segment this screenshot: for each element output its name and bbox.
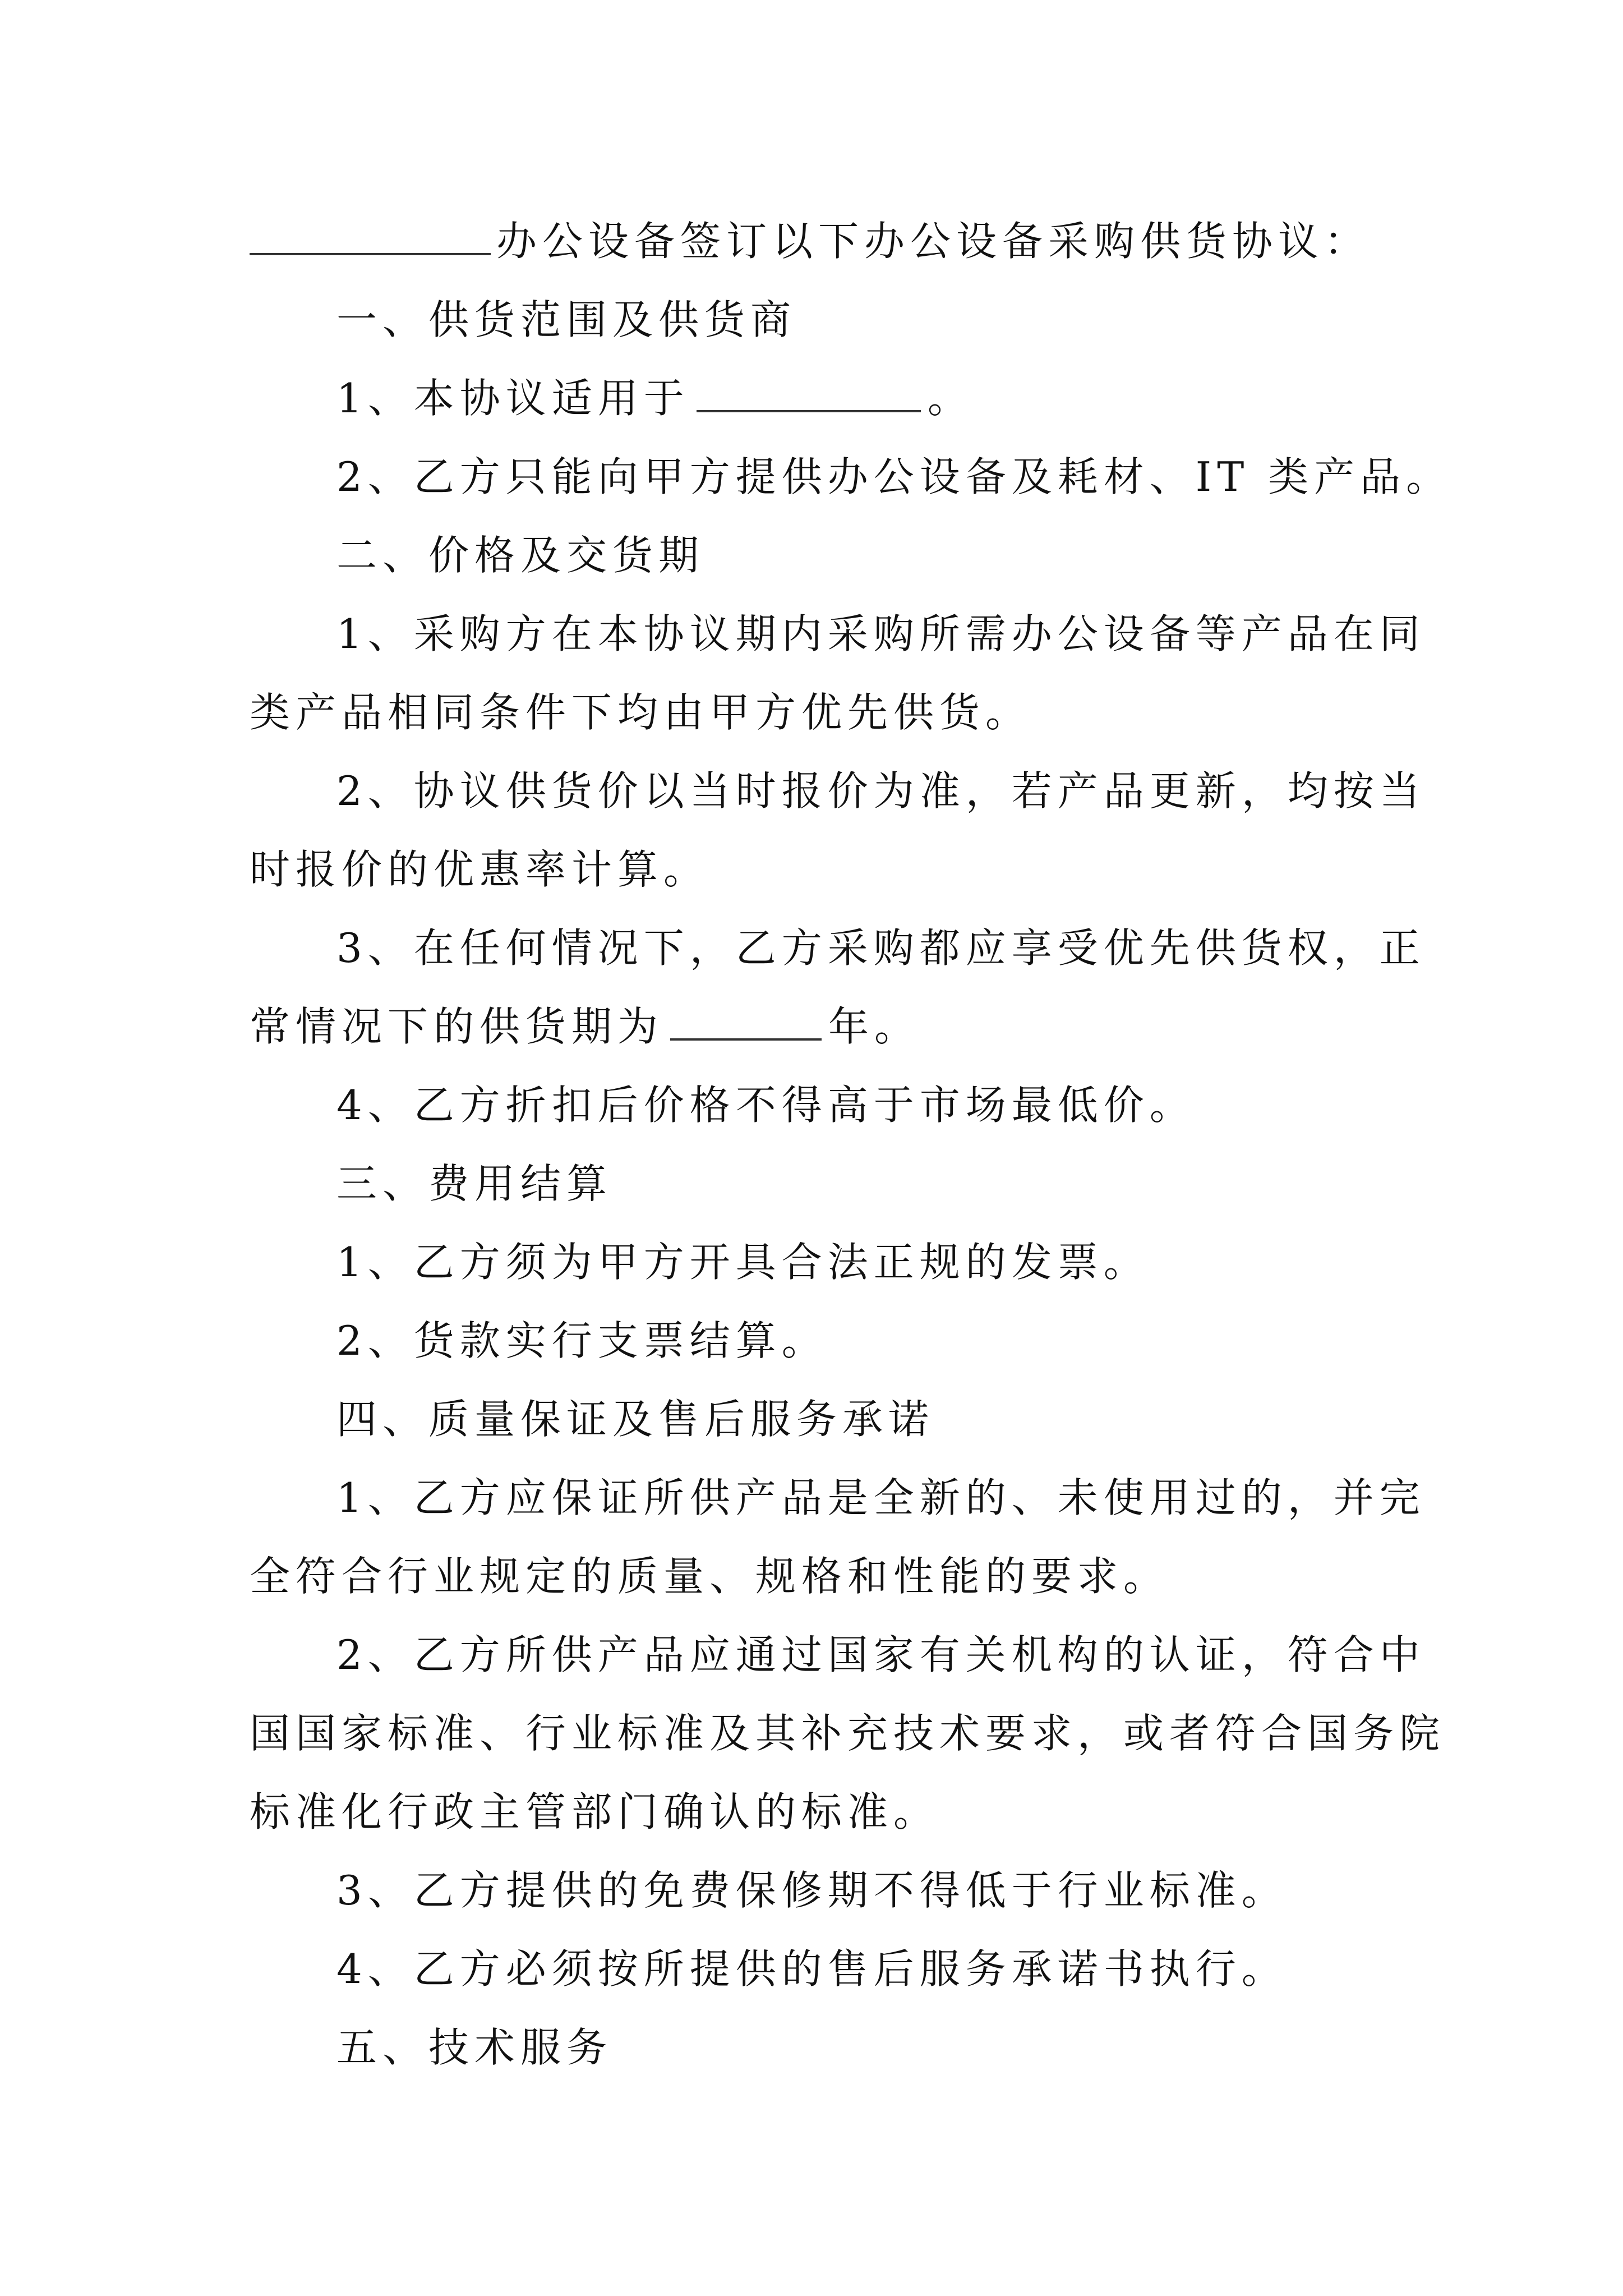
section-2-item-1-line-1: 1、采购方在本协议期内采购所需办公设备等产品在同	[336, 610, 1426, 657]
scope-blank	[697, 365, 921, 412]
section-5-title: 五、技术服务	[336, 2024, 613, 2071]
section-4-item-2-line-1: 2、乙方所供产品应通过国家有关机构的认证，符合中	[336, 1631, 1426, 1678]
party-name-blank	[250, 208, 491, 255]
section-4-item-2-line-2: 国国家标准、行业标准及其补充技术要求，或者符合国务院	[250, 1710, 1446, 1757]
section-4-title: 四、质量保证及售后服务承诺	[336, 1396, 935, 1443]
section-3-item-2: 2、货款实行支票结算。	[336, 1317, 828, 1364]
item-text-end: 年。	[828, 1003, 921, 1050]
section-1-item-2: 2、乙方只能向甲方提供办公设备及耗材、IT 类产品。	[336, 453, 1453, 500]
section-4-item-1-line-2: 全符合行业规定的质量、规格和性能的要求。	[250, 1553, 1170, 1600]
section-2-title: 二、价格及交货期	[336, 532, 705, 579]
section-4-item-3: 3、乙方提供的免费保修期不得低于行业标准。	[336, 1867, 1288, 1914]
section-4-item-1-line-1: 1、乙方应保证所供产品是全新的、未使用过的，并完	[336, 1474, 1426, 1521]
section-3-title: 三、费用结算	[336, 1160, 613, 1207]
section-2-item-2-line-2: 时报价的优惠率计算。	[250, 846, 710, 893]
section-2-item-2-line-1: 2、协议供货价以当时报价为准，若产品更新，均按当	[336, 767, 1426, 815]
item-text-end: 。	[927, 375, 974, 422]
intro-line	[250, 202, 1391, 280]
section-3-item-1: 1、乙方须为甲方开具合法正规的发票。	[336, 1239, 1150, 1286]
section-4-item-4: 4、乙方必须按所提供的售后服务承诺书执行。	[336, 1945, 1288, 1993]
item-text: 常情况下的供货期为	[250, 1003, 664, 1050]
section-1-title: 一、供货范围及供货商	[336, 296, 797, 343]
intro-text: 办公设备签订以下办公设备采购供货协议：	[496, 218, 1371, 265]
supply-period-blank	[670, 993, 822, 1041]
section-2-item-4: 4、乙方折扣后价格不得高于市场最低价。	[336, 1082, 1196, 1129]
agreement-body	[250, 202, 1453, 2087]
section-2-item-3-line-1: 3、在任何情况下，乙方采购都应享受优先供货权，正	[336, 924, 1426, 972]
section-4-item-2-line-3: 标准化行政主管部门确认的标准。	[250, 1788, 940, 1835]
section-2-item-3-line-2	[250, 987, 1391, 1066]
section-1-item-1	[250, 359, 1391, 438]
item-text: 1、本协议适用于	[336, 375, 690, 422]
section-2-item-1-line-2: 类产品相同条件下均由甲方优先供货。	[250, 689, 1032, 736]
